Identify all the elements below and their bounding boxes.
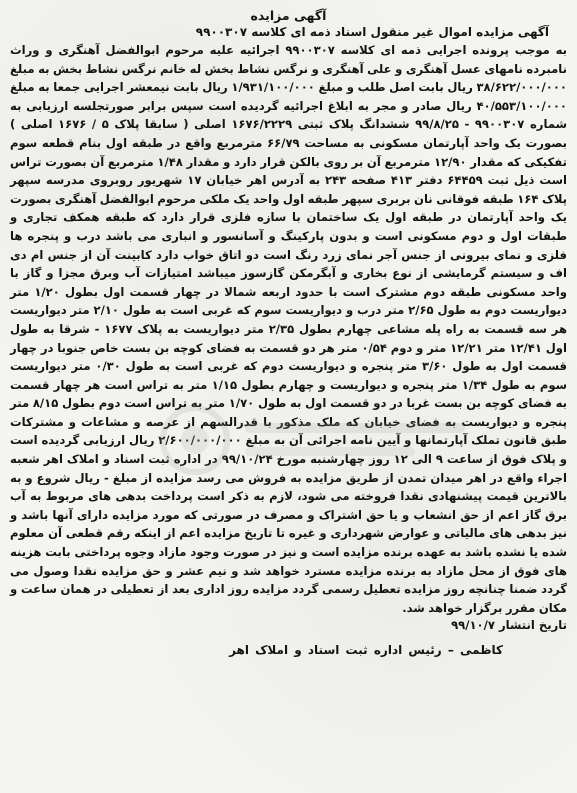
notice-body: به موجب پرونده اجرایی ذمه ای کلاسه ۹۹۰۰۳۰۷ اجرائیه علیه مرحوم ابوالفضل آهنگری و وراث نامبرده نامهای عسل آهنگری و علی آهنگری و نرگس نشاط بخش له خانم نرگس نشاط بخش به مبلغ ۳۸/۶۲۲/۰۰۰/۰۰۰ ریال بابت اصل طلب و مبلغ ۱/۹۳۱/۱۰۰/۰۰۰ ریال بابت نیمعشر اجرایی جمعا به مبلغ ۴۰/۵۵۳/۱۰۰/۰۰۰ ریال صادر و مجر به ابلاغ اجرائیه گردیده است سپس برابر صورتجلسه ارزیابی به شماره ۹۹۰۰۳۰۷ - ۹۹/۸/۲۵ ششدانگ پلاک ثبتی ۱۶۷۶/۲۲۲۹ اصلی ( سابقا پلاک ۵ / ۱۶۷۶ اصلی ) بصورت یک واحد آپارتمان مسکونی به مساحت ۶۶/۷۹ مترمربع واقع در طبقه اول بنام قطعه سوم تفکیکی که مقدار ۱۲/۹۰ مترمربع آن بر روی بالکن قرار دارد و مقدار ۱/۴۸ مترمربع آن بصورت تراس است ذیل ثبت ۶۴۴۵۹ دفتر ۴۱۳ صفحه ۲۴۳ به آدرس اهر خیابان ۱۷ شهریور روبروی مدرسه سپهر پلاک ۱۶۴ طبقه فوقانی نان بربری سپهر طبقه اول واحد یک ملکی مرحوم ابوالفضل آهنگری بصورت یک واحد آپارتمان در طبقه اول یک ساختمان با سازه فلزی قرار دارد که طبقه همکف تجاری و طبقات اول و دوم مسکونی است و بدون پارکینگ و آسانسور و انباری می باشد درب و پنجره ها فلزی و نمای بیرونی از جنس آجر نمای زرد رنگ است دو اتاق خواب دارد کابینت آن از جنس ام دی اف و سیستم گرمایشی از نوع بخاری و آبگرمکن گازسوز میباشد امتیازات آب وبرق مجزا و گاز با واحد مسکونی طبقه دوم مشترک است با حدود اربعه شمالا در چهار قسمت اول بطول ۱/۲۰ متر دیواریست دوم به طول ۲/۶۵ متر درب و دیواریست سوم که غربی است به طول ۲/۱۰ متر دیواریست هر سه قسمت به راه پله مشاعی چهارم بطول ۲/۳۵ متر دیواریست به پلاک ۱۶۷۷ - شرقا به طول اول ۱۲/۴۱ متر ۱۲/۲۱ متر و دوم ۰/۵۴ متر هر دو قسمت به فضای کوچه بن بست خاص جنوبا در چهار قسمت اول به طول ۳/۶۰ متر پنجره و دیواریست دوم که غربی است به طول ۰/۳۰ متر دیواریست سوم به طول ۱/۳۴ متر پنجره و دیواریست و چهارم بطول ۱/۱۵ متر به تراس است هر چهار قسمت به فضای کوچه بن بست غربا در دو قسمت اول به طول ۱/۷۰ متر به تراس است دوم بطول ۸/۱۵ متر پنجره و دیواریست به فضای خیابان که ملک مذکور با قدرالسهم از عرصه و مشاعات و مشترکات طبق قانون تملک آپارتمانها و آیین نامه اجرائی آن به مبلغ ۲/۶۰۰/۰۰۰/۰۰۰ ریال ارزیابی گردیده است و پلاک فوق از ساعت ۹ الی ۱۲ روز چهارشنبه مورخ ۹۹/۱۰/۲۴ در اداره ثبت اسناد و املاک اهر شعبه اجراء واقع در اهر میدان تمدن از طریق مزایده به فروش می رسد مزایده از مبلغ - ریال شروع و به بالاترین قیمت پیشنهادی نقدا فروخته می شود، لازم به ذکر است پرداخت بدهی های مربوط به آب برق گاز اعم از حق انشعاب و یا حق اشتراک و مصرف در صورتی که مورد مزایده دارای آنها باشد و نیز بدهی های مالیاتی و عوارض شهرداری و غیره تا تاریخ مزایده اعم از اینکه رقم قطعی آن معلوم شده یا نشده باشد به عهده برنده مزایده است و نیز در صورت وجود مازاد وجوه پرداختی بابت هزینه های فوق از محل مازاد به برنده مزایده مسترد خواهد شد و نیم عشر و حق مزایده نقدا وصول می گردد ضمنا چنانچه روز مزایده تعطیل رسمی گردد مزایده روز اداری بعد از تعطیلی در همان ساعت و مکان مقرر برگزار خواهد شد. bbox=[10, 43, 568, 615]
notice-subtitle: آگهی مزایده اموال غیر منقول اسناد ذمه ای کلاسه ۹۹۰۰۳۰۷ bbox=[195, 25, 549, 39]
notice-title: آگهی مزایده bbox=[250, 8, 327, 23]
signature-line: کاظمی – رئیس اداره ثبت اسناد و املاک اهر bbox=[229, 643, 503, 658]
publication-date: تاریخ انتشار ۹۹/۱۰/۷ bbox=[451, 618, 567, 633]
